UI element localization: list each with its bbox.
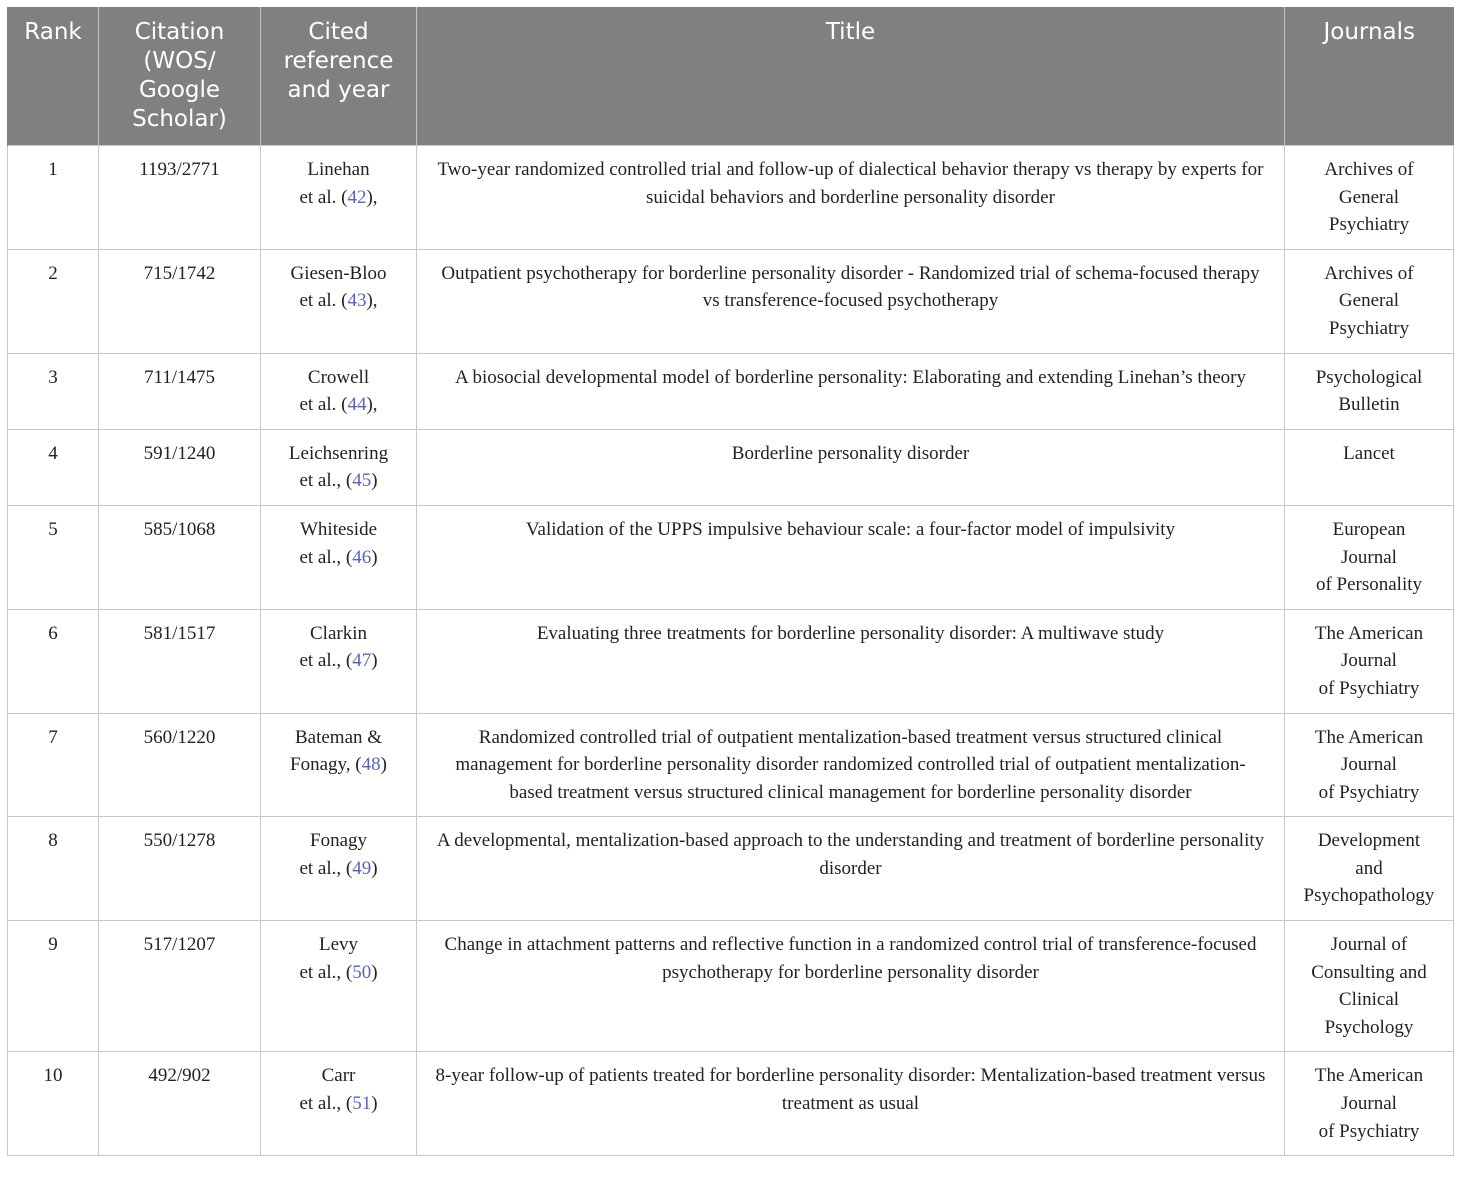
- reference-number-link[interactable]: 42: [347, 186, 367, 208]
- reference-suffix: ): [371, 546, 378, 568]
- rank-cell: 3: [8, 353, 99, 429]
- citation-cell: 1193/2771: [99, 146, 261, 250]
- header-journals: Journals: [1285, 7, 1454, 146]
- reference-citation-line: [275, 184, 402, 212]
- reference-prefix: et al., (: [299, 961, 353, 983]
- reference-number-link[interactable]: 45: [352, 470, 372, 492]
- reference-suffix: ): [380, 754, 387, 776]
- table-row: [8, 353, 1454, 429]
- reference-citation-line: [275, 959, 402, 987]
- cited-reference-cell: [261, 505, 417, 609]
- journal-line: Journal: [1341, 650, 1397, 672]
- title-cell: A developmental, mentalization-based approach to the understanding and treatment of borderline personality disorder: [417, 817, 1285, 921]
- reference-number-link[interactable]: 44: [347, 394, 367, 416]
- citations-table: [7, 7, 1454, 1156]
- table-row: [8, 249, 1454, 353]
- citation-cell: 715/1742: [99, 249, 261, 353]
- rank-cell: 8: [8, 817, 99, 921]
- journal-cell: [1285, 429, 1454, 505]
- title-cell: 8-year follow-up of patients treated for borderline personality disorder: Mentalization-based treatment versus treatment as usual: [417, 1052, 1285, 1156]
- journal-line: Psychological: [1315, 366, 1423, 388]
- citation-cell: 591/1240: [99, 429, 261, 505]
- rank-cell: 1: [8, 146, 99, 250]
- journal-line: Clinical: [1338, 989, 1400, 1011]
- table-row: [8, 609, 1454, 713]
- reference-suffix: ): [371, 961, 378, 983]
- header-cited-reference-line: reference: [283, 48, 394, 74]
- journal-cell: [1285, 609, 1454, 713]
- title-cell: Outpatient psychotherapy for borderline personality disorder - Randomized trial of schema-focused therapy vs transference-focused psychotherapy: [417, 249, 1285, 353]
- citation-cell: 492/902: [99, 1052, 261, 1156]
- cited-reference-cell: [261, 609, 417, 713]
- reference-prefix: et al., (: [299, 857, 353, 879]
- journal-line: The American: [1314, 1065, 1424, 1087]
- header-citation-line: Scholar): [132, 106, 227, 132]
- journal-line: of Psychiatry: [1318, 1120, 1420, 1142]
- journal-cell: [1285, 921, 1454, 1052]
- journal-cell: [1285, 505, 1454, 609]
- reference-suffix: ): [371, 470, 378, 492]
- header-cited-reference-line: and year: [287, 77, 390, 103]
- journal-line: of Personality: [1315, 574, 1423, 596]
- table-body: [8, 146, 1454, 1156]
- reference-citation-line: [275, 467, 402, 495]
- table-row: [8, 1052, 1454, 1156]
- header-citation-line: (WOS/: [143, 48, 216, 74]
- journal-line: The American: [1314, 622, 1424, 644]
- reference-prefix: et al., (: [299, 650, 353, 672]
- citation-cell: 550/1278: [99, 817, 261, 921]
- header-title: Title: [417, 7, 1285, 146]
- journal-cell: [1285, 1052, 1454, 1156]
- cited-reference-cell: [261, 817, 417, 921]
- header-rank: Rank: [8, 7, 99, 146]
- rank-cell: 6: [8, 609, 99, 713]
- citation-cell: 585/1068: [99, 505, 261, 609]
- reference-author: Linehan: [307, 159, 370, 180]
- cited-reference-cell: [261, 1052, 417, 1156]
- journal-line: Psychology: [1324, 1016, 1414, 1038]
- journal-line: General: [1338, 290, 1400, 312]
- journal-line: European: [1332, 518, 1406, 540]
- journal-line: Journal of: [1330, 934, 1408, 956]
- reference-number-link[interactable]: 49: [352, 857, 372, 879]
- citation-cell: 581/1517: [99, 609, 261, 713]
- citation-cell: 711/1475: [99, 353, 261, 429]
- table-row: [8, 429, 1454, 505]
- table-row: [8, 817, 1454, 921]
- journal-line: Bulletin: [1338, 394, 1400, 416]
- table-row: [8, 146, 1454, 250]
- journal-cell: [1285, 817, 1454, 921]
- reference-author: Whiteside: [299, 518, 378, 540]
- reference-author: Carr: [321, 1065, 356, 1087]
- table-row: [8, 921, 1454, 1052]
- journal-line: Lancet: [1343, 442, 1395, 464]
- header-citation: [99, 7, 261, 146]
- rank-cell: 4: [8, 429, 99, 505]
- reference-author: Levy: [318, 934, 359, 956]
- journal-line: of Psychiatry: [1318, 677, 1420, 699]
- journal-line: The American: [1314, 726, 1424, 748]
- cited-reference-cell: [261, 429, 417, 505]
- header-row: [8, 7, 1454, 146]
- cited-reference-cell: [261, 146, 417, 250]
- journal-line: Consulting and: [1311, 961, 1427, 983]
- header-citation-line: Google: [138, 77, 221, 103]
- citation-cell: 560/1220: [99, 713, 261, 817]
- title-cell: A biosocial developmental model of borderline personality: Elaborating and extending Linehan’s theory: [417, 353, 1285, 429]
- reference-citation-line: [275, 855, 402, 883]
- reference-citation-line: [275, 391, 402, 419]
- journal-line: of Psychiatry: [1318, 781, 1420, 803]
- journal-line: Psychiatry: [1328, 317, 1410, 339]
- journal-line: and: [1355, 857, 1383, 879]
- header-citation-line: Citation: [134, 19, 225, 45]
- journal-line: Psychiatry: [1328, 214, 1410, 236]
- reference-author: Leichsenring: [288, 442, 389, 464]
- reference-suffix: ): [371, 650, 378, 672]
- table-header: [8, 7, 1454, 146]
- reference-suffix: ),: [366, 394, 378, 416]
- reference-prefix: et al. (: [299, 186, 348, 208]
- reference-prefix: et al., (: [299, 470, 353, 492]
- rank-cell: 7: [8, 713, 99, 817]
- reference-number-link[interactable]: 47: [352, 650, 372, 672]
- journal-line: Journal: [1341, 1093, 1397, 1115]
- journal-line: Journal: [1341, 546, 1397, 568]
- title-cell: Validation of the UPPS impulsive behaviour scale: a four-factor model of impulsivity: [417, 505, 1285, 609]
- header-cited-reference: [261, 7, 417, 146]
- rank-cell: 10: [8, 1052, 99, 1156]
- reference-number-link[interactable]: 48: [361, 754, 381, 776]
- table-row: [8, 713, 1454, 817]
- reference-citation-line: [275, 647, 402, 675]
- journal-line: Journal: [1341, 754, 1397, 776]
- reference-author: Bateman &: [294, 726, 383, 748]
- reference-author: Clarkin: [310, 622, 367, 644]
- reference-number-link[interactable]: 43: [347, 290, 367, 312]
- reference-suffix: ): [371, 1093, 378, 1115]
- journal-line: Archives of: [1324, 159, 1414, 180]
- reference-prefix: et al. (: [299, 394, 348, 416]
- rank-cell: 5: [8, 505, 99, 609]
- reference-citation-line: [275, 287, 402, 315]
- title-cell: Borderline personality disorder: [417, 429, 1285, 505]
- journal-cell: [1285, 713, 1454, 817]
- reference-author: Giesen-Bloo: [290, 262, 387, 284]
- citation-cell: 517/1207: [99, 921, 261, 1052]
- reference-suffix: ),: [366, 186, 378, 208]
- reference-citation-line: [275, 751, 402, 779]
- reference-author: Crowell: [307, 366, 370, 388]
- cited-reference-cell: [261, 353, 417, 429]
- reference-prefix: Fonagy, (: [290, 754, 362, 776]
- cited-reference-cell: [261, 713, 417, 817]
- journal-cell: [1285, 146, 1454, 250]
- journal-cell: [1285, 249, 1454, 353]
- cited-reference-cell: [261, 921, 417, 1052]
- reference-suffix: ): [371, 857, 378, 879]
- reference-author: Fonagy: [310, 830, 367, 852]
- journal-line: Development: [1317, 830, 1421, 852]
- reference-citation-line: [275, 544, 402, 572]
- rank-cell: 9: [8, 921, 99, 1052]
- header-cited-reference-line: Cited: [308, 19, 369, 45]
- journal-cell: [1285, 353, 1454, 429]
- journal-line: Psychopathology: [1303, 885, 1435, 907]
- title-cell: Evaluating three treatments for borderline personality disorder: A multiwave study: [417, 609, 1285, 713]
- reference-citation-line: [275, 1090, 402, 1118]
- title-cell: Change in attachment patterns and reflective function in a randomized control trial of transference-focused psychotherapy for borderline personality disorder: [417, 921, 1285, 1052]
- title-cell: Two-year randomized controlled trial and follow-up of dialectical behavior therapy vs therapy by experts for suicidal behaviors and borderline personality disorder: [417, 146, 1285, 250]
- reference-prefix: et al., (: [299, 546, 353, 568]
- reference-suffix: ),: [366, 290, 378, 312]
- table-row: [8, 505, 1454, 609]
- reference-prefix: et al., (: [299, 1093, 353, 1115]
- reference-number-link[interactable]: 51: [352, 1093, 372, 1115]
- reference-number-link[interactable]: 50: [352, 961, 372, 983]
- reference-prefix: et al. (: [299, 290, 348, 312]
- title-cell: Randomized controlled trial of outpatient mentalization-based treatment versus structured clinical management for borderline personality disorder randomized controlled trial of outpatient mentalization-based treatment versus structured clinical management for borderline personality disorder: [417, 713, 1285, 817]
- reference-number-link[interactable]: 46: [352, 546, 372, 568]
- rank-cell: 2: [8, 249, 99, 353]
- journal-line: General: [1338, 186, 1400, 208]
- cited-reference-cell: [261, 249, 417, 353]
- journal-line: Archives of: [1324, 262, 1414, 284]
